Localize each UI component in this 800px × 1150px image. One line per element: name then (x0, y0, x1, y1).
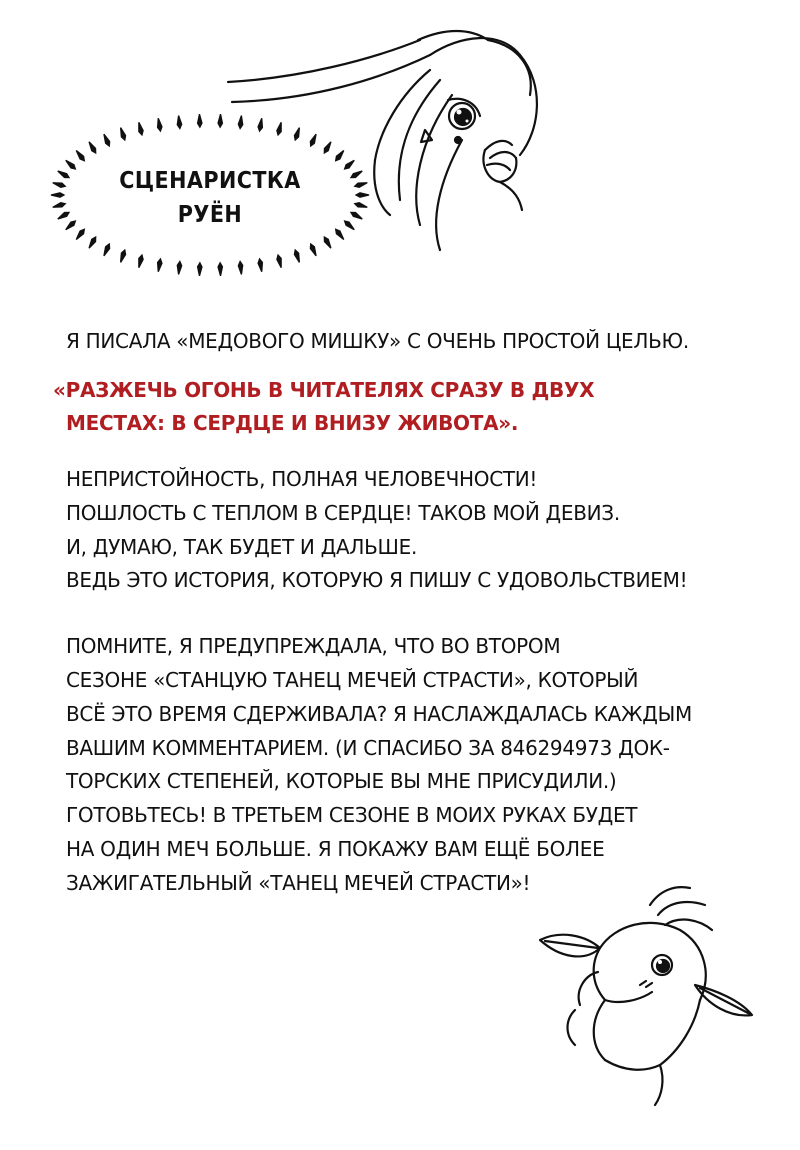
starburst-spike (58, 212, 69, 219)
starburst-spike (324, 237, 331, 248)
starburst-spike (104, 134, 110, 146)
paragraph-line: ГОТОВЬТЕСЬ! В ТРЕТЬЕМ СЕЗОНЕ В МОИХ РУКАХ БУДЕТ (66, 803, 638, 827)
paragraph-line: ВЕДЬ ЭТО ИСТОРИЯ, КОТОРУЮ Я ПИШУ С УДОВОЛЬСТВИЕМ! (66, 568, 688, 592)
starburst-spike (198, 263, 202, 276)
badge-name: РУЁН (177, 202, 243, 228)
starburst-spike (351, 212, 362, 219)
paragraph-line: ПОШЛОСТЬ С ТЕПЛОМ В СЕРДЦЕ! ТАКОВ МОЙ ДЕВИЗ. (66, 501, 620, 525)
starburst-spike (58, 171, 69, 178)
starburst-spike (104, 244, 110, 256)
paragraph-line: СЕЗОНЕ «СТАНЦУЮ ТАНЕЦ МЕЧЕЙ СТРАСТИ», КОТОРЫЙ (66, 668, 639, 692)
starburst-spike (51, 193, 64, 197)
paragraph-line: ВСЁ ЭТО ВРЕМЯ СДЕРЖИВАЛА? Я НАСЛАЖДАЛАСЬ КАЖДЫМ (66, 702, 692, 726)
starburst-spike (121, 128, 126, 140)
author-chibi-doodle-icon (540, 887, 752, 1105)
starburst-spike (336, 229, 344, 239)
starburst-spike (336, 151, 344, 161)
starburst-spike (198, 114, 202, 127)
starburst-spike (76, 229, 84, 239)
starburst-spike (310, 134, 316, 146)
starburst-spike (351, 171, 362, 178)
starburst-spike (294, 250, 299, 262)
starburst-spike (158, 118, 162, 131)
starburst-spike (310, 244, 316, 256)
starburst-spike (158, 259, 162, 272)
starburst-spike (218, 263, 222, 276)
paragraph-line: ПОМНИТЕ, Я ПРЕДУПРЕЖДАЛА, ЧТО ВО ВТОРОМ (66, 634, 561, 658)
starburst-spike (53, 203, 65, 208)
starburst-spike (66, 160, 76, 169)
starburst-spike (238, 262, 242, 275)
starburst-spike (345, 221, 355, 230)
starburst-spike (277, 255, 281, 268)
intro-line: Я ПИСАЛА «МЕДОВОГО МИШКУ» С ОЧЕНЬ ПРОСТОЙ ЦЕЛЬЮ. (66, 329, 689, 353)
paragraph-line: НЕПРИСТОЙНОСТЬ, ПОЛНАЯ ЧЕЛОВЕЧНОСТИ! (66, 467, 538, 491)
starburst-spike (121, 250, 126, 262)
starburst-spike (356, 193, 369, 197)
badge-title: СЦЕНАРИСТКА (119, 168, 301, 194)
starburst-spike (89, 237, 96, 248)
starburst-spike (277, 122, 281, 135)
starburst-spike (139, 255, 143, 268)
starburst-spike (53, 183, 65, 188)
starburst-spike (66, 221, 76, 230)
starburst-spike (177, 262, 181, 275)
starburst-spike (294, 128, 299, 140)
starburst-spike (258, 118, 262, 131)
quote-line: «РАЗЖЕЧЬ ОГОНЬ В ЧИТАТЕЛЯХ СРАЗУ В ДВУХ (53, 378, 595, 402)
starburst-spike (258, 259, 262, 272)
starburst-spike (238, 116, 242, 129)
quote-line: МЕСТАХ: В СЕРДЦЕ И ВНИЗУ ЖИВОТА». (66, 411, 519, 435)
starburst-spike (76, 151, 84, 161)
paragraph-line: ЗАЖИГАТЕЛЬНЫЙ «ТАНЕЦ МЕЧЕЙ СТРАСТИ»! (66, 871, 531, 895)
starburst-spike (345, 160, 355, 169)
paragraph-line: ТОРСКИХ СТЕПЕНЕЙ, КОТОРЫЕ ВЫ МНЕ ПРИСУДИЛИ.) (66, 769, 617, 793)
starburst-spike (355, 203, 367, 208)
paragraph-line: И, ДУМАЮ, ТАК БУДЕТ И ДАЛЬШЕ. (66, 535, 417, 559)
starburst-spike (177, 116, 181, 129)
starburst-spike (355, 183, 367, 188)
starburst-frame-icon (51, 114, 369, 276)
starburst-spike (324, 142, 331, 153)
starburst-spike (218, 114, 222, 127)
paragraph-line: НА ОДИН МЕЧ БОЛЬШЕ. Я ПОКАЖУ ВАМ ЕЩЁ БОЛЕЕ (66, 837, 605, 861)
starburst-spike (139, 122, 143, 135)
paragraph-line: ВАШИМ КОММЕНТАРИЕМ. (И СПАСИБО ЗА 846294973 ДОК- (66, 736, 670, 760)
starburst-spike (89, 142, 96, 153)
